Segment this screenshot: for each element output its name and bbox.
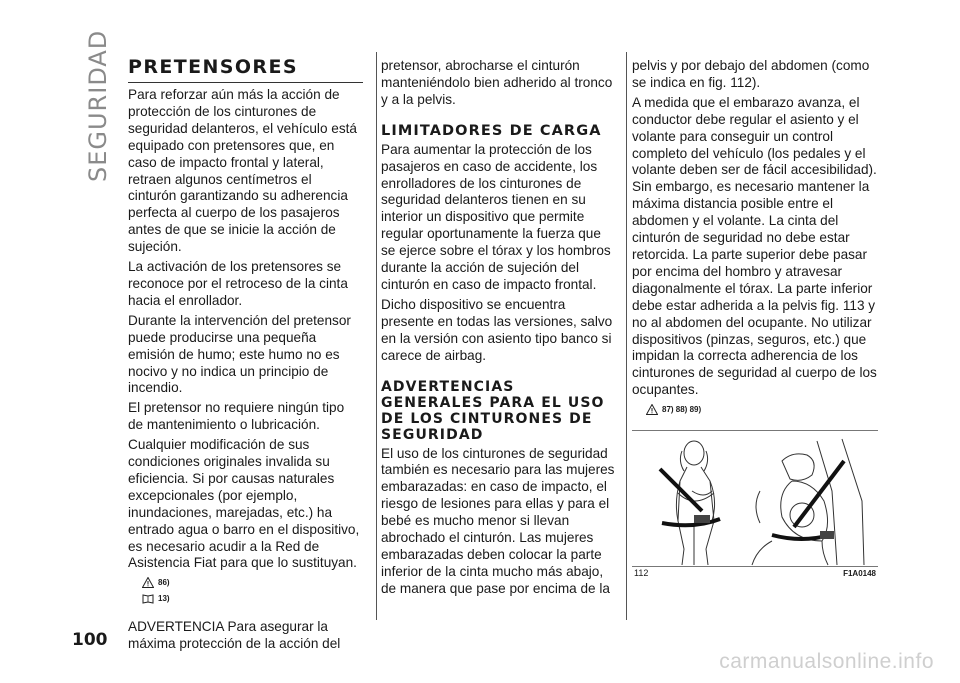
- warning-reference: [142, 575, 363, 589]
- warning-triangle-icon: [142, 577, 154, 588]
- paragraph: Para aumentar la protección de los pasajeros en caso de accidente, los enrolladores de los cinturones de seguridad delanteros tienen en su interior un dispositivo que permite regular oportunamente la fuerza que se ejerce sobre el tórax y los hombros durante la acción de sujeción del cinturón en caso de impacto frontal.: [381, 141, 611, 292]
- heading-pretensores: PRETENSORES: [128, 58, 363, 83]
- column-3: [632, 58, 878, 579]
- paragraph: pretensor, abrocharse el cinturón manteniéndolo bien adherido al tronco y a la pelvis.: [381, 58, 613, 107]
- paragraph: A medida que el embarazo avanza, el conductor debe regular el asiento y el volante para conseguir un control completo del vehículo (los pedales y el volante deben ser de fácil accesibilidad). Sin embargo, es necesario mantener la máxima distancia posible entre el abdomen y el volante. La cinta del cinturón de seguridad no debe estar retorcida. La parte superior debe pasar por encima del hombro y atravesar diagonalmente el tórax. La parte inferior debe estar adherida a la pelvis fig. 113 y no al abdomen del ocupante. No utilizar dispositivos (pinzas, seguros, etc.) que impidan la correcta adherencia de los cinturones de seguridad al cuerpo de los ocupantes.: [632, 94, 877, 398]
- paragraph: El uso de los cinturones de seguridad también es necesario para las mujeres embarazadas: en caso de impacto, el riesgo de lesiones para ellas y para el bebé es mucho menor si llevan abrochado el cinturón. Las mujeres embarazadas deben colocar la parte inferior de la cinta mucho más abajo, de manera que pase por encima de la: [381, 445, 615, 596]
- paragraph: El pretensor no requiere ningún tipo de mantenimiento o lubricación.: [128, 400, 345, 433]
- paragraph: ADVERTENCIA Para asegurar la máxima protección de la acción del: [128, 619, 341, 652]
- warning-number: 86): [158, 577, 170, 587]
- warning-number: 13): [158, 593, 170, 603]
- column-divider: [626, 52, 627, 620]
- figure-code: F1A0148: [843, 569, 876, 579]
- section-label: SEGURIDAD: [84, 29, 112, 182]
- paragraph: pelvis y por debajo del abdomen (como se indica en fig. 112).: [632, 58, 870, 90]
- paragraph: Para reforzar aún más la acción de protección de los cinturones de seguridad delanteros, el vehículo está equipado con pretensores que, en caso de impacto frontal y lateral, retraen algunos centímetros el cinturón garantizando su adherencia perfecta al cuerpo de los pasajeros antes de que se inicie la acción de sujeción.: [128, 87, 357, 255]
- figure-112: [632, 430, 878, 579]
- warning-number: 87) 88) 89): [662, 404, 702, 414]
- heading-advertencias: ADVERTENCIAS GENERALES PARA EL USO DE LOS CINTURONES DE SEGURIDAD: [381, 378, 605, 443]
- paragraph: La activación de los pretensores se reconoce por el retroceso de la cinta hacia el enrollador.: [128, 259, 348, 308]
- column-divider: [376, 52, 377, 620]
- warning-reference: [646, 402, 878, 416]
- paragraph: Dicho dispositivo se encuentra presente en todas las versiones, salvo en la versión con asiento tipo banco si carece de airbag.: [381, 296, 613, 363]
- warning-reference: [142, 591, 363, 605]
- page-number: 100: [72, 630, 108, 650]
- paragraph: Durante la intervención del pretensor puede producirse una pequeña emisión de humo; este humo no es nocivo y no indica un principio de incendio.: [128, 312, 351, 396]
- paragraph: Cualquier modificación de sus condiciones originales invalida su eficiencia. Si por causas naturales excepcionales (por ejemplo, inundaciones, marejadas, etc.) ha entrado agua o barro en el dispositivo, es necesario acudir a la Red de Asistencia Fiat para que lo sustituyan.: [128, 437, 360, 571]
- watermark[interactable]: carmanualsonline.info: [719, 650, 934, 673]
- column-1: [128, 58, 363, 656]
- info-book-icon: [142, 593, 154, 604]
- figure-number: 112: [634, 568, 649, 579]
- warning-triangle-icon: [646, 404, 658, 415]
- heading-limitadores: LIMITADORES DE CARGA: [381, 122, 602, 139]
- pregnant-seatbelt-illustration: [632, 431, 878, 566]
- column-2: [381, 58, 619, 601]
